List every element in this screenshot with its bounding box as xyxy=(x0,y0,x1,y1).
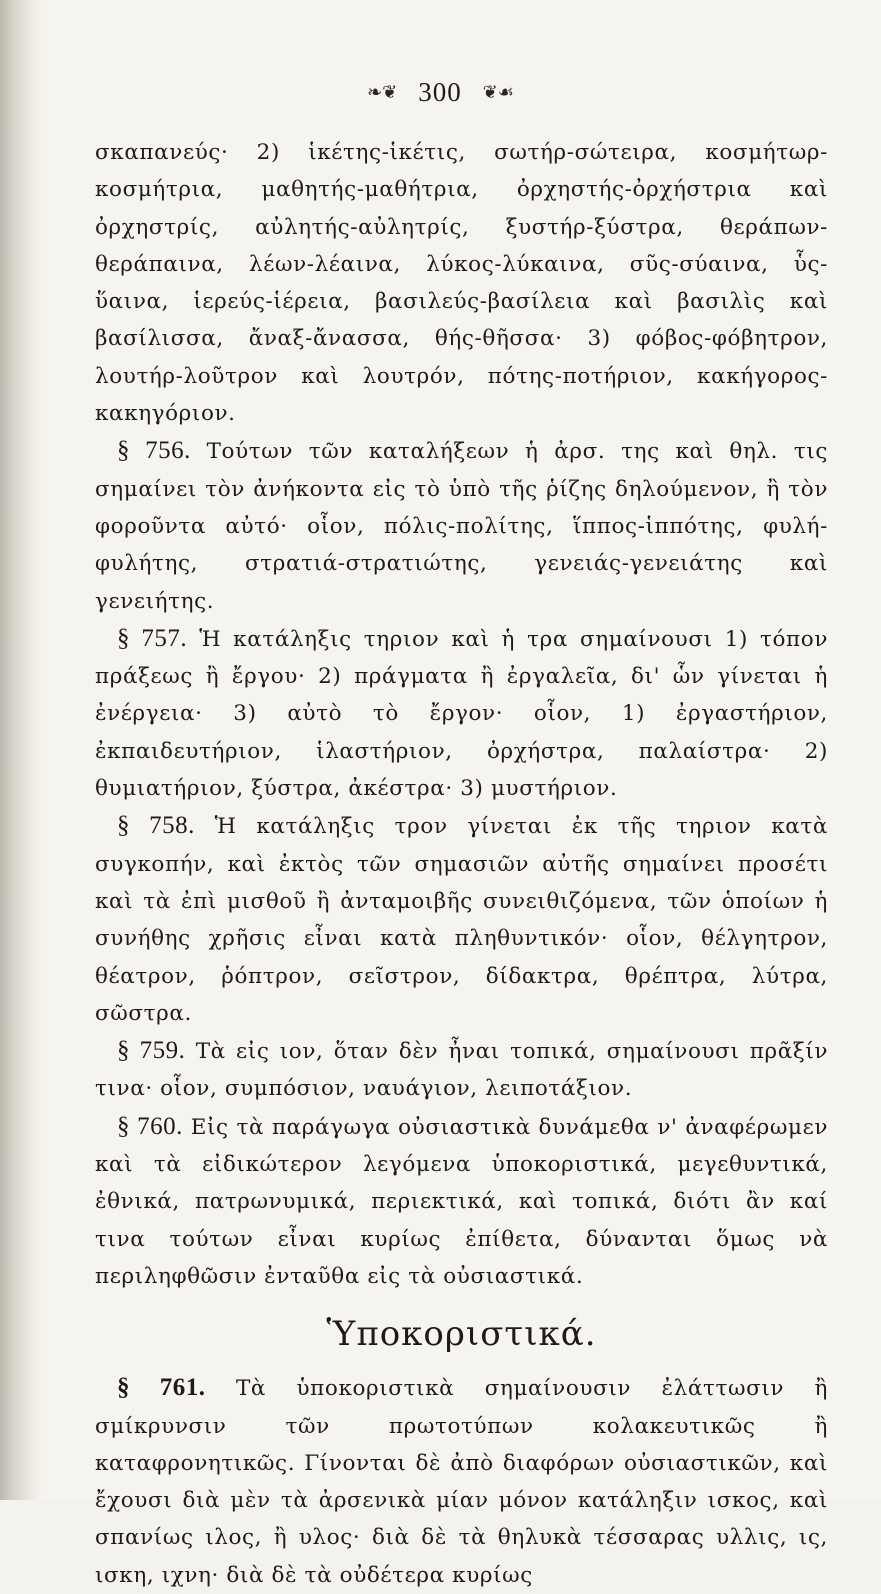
ornament-left-icon: ❧❦ xyxy=(367,82,398,103)
paragraph-text: Ἡ κατάληξις τηριον καὶ ἡ τρα σημαίνουσι 1) τόπον πράξεως ἢ ἔργου· 2) πράγματα ἢ ἐργαλεῖα, δι' ὧν γίνεται ἡ ἐνέργεια· 3) αὐτὸ τὸ ἔργον· οἷον, 1) ἐργαστήριον, ἐκπαιδευτήριον, ἱλαστήριον, ὀρχήστρα, παλαίστρα· 2) θυμιατήριον, ξύστρα, ἀκέστρα· 3) μυστήριον. xyxy=(95,626,829,802)
paragraph-text: Τὰ ὑποκοριστικὰ σημαίνουσιν ἐλάττωσιν ἢ σμίκρυνσιν τῶν πρωτοτύπων κολακευτικῶς ἢ καταφρονητικῶς. Γίνονται δὲ ἀπὸ διαφόρων οὐσιαστικῶν, καὶ ἔχουσι διὰ μὲν τὰ ἀρσενικὰ μίαν μόνον κατάληξιν ισκος, καὶ σπανίως ιλος, ἢ υλος· διὰ δὲ τὰ θηλυκὰ τέσσαρας υλλις, ις, ισκη, ιχνη· διὰ δὲ τὰ οὐδέτερα κυρίως xyxy=(95,1376,829,1588)
section-number: § 761. xyxy=(117,1374,206,1402)
paragraph-text: Ἡ κατάληξις τρον γίνεται ἐκ τῆς τηριον κατὰ συγκοπήν, καὶ ἐκτὸς τῶν σημασιῶν αὐτῆς σημαίνει προσέτι καὶ τὰ ἐπὶ μισθοῦ ἢ ἀνταμοιβῆς συνειθιζόμενα, τῶν ὁποίων ἡ συνήθης χρῆσις εἶναι κατὰ πληθυντικόν· οἷον, θέλγητρον, θέατρον, ῥόπτρον, σεῖστρον, δίδακτρα, θρέπτρα, λύτρα, σῶστρα. xyxy=(95,814,829,1026)
paragraph-text: Τὰ εἰς ιον, ὅταν δὲν ἦναι τοπικά, σημαίνουσι πρᾶξίν τινα· οἷον, συμπόσιον, ναυάγιον, λειποτάξιον. xyxy=(95,1039,829,1102)
section-759 xyxy=(95,1032,828,1108)
section-756 xyxy=(95,432,828,619)
section-760 xyxy=(95,1108,828,1295)
section-761 xyxy=(95,1369,828,1594)
section-number: § 756. xyxy=(117,437,191,465)
section-number: § 759. xyxy=(117,1037,186,1065)
section-number: § 758. xyxy=(117,812,195,840)
paragraph-text: σκαπανεύς· 2) ἱκέτης-ἱκέτις, σωτήρ-σώτειρα, κοσμήτωρ-κοσμήτρια, μαθητής-μαθήτρια, ὀρχηστής-ὀρχήστρια καὶ ὀρχηστρίς, αὐλητής-αὐλητρίς, ξυστήρ-ξύστρα, θεράπων-θεράπαινα, λέων-λέαινα, λύκος-λύκαινα, σῦς-σύαινα, ὗς-ὕαινα, ἱερεύς-ἱέρεια, βασιλεύς-βασίλεια καὶ βασιλὶς καὶ βασίλισσα, ἄναξ-ἄνασσα, θής-θῆσσα· 3) φόβος-φόβητρον, λουτήρ-λοῦτρον καὶ λουτρόν, πότης-ποτήριον, κακήγορος-κακηγόριον. xyxy=(95,140,828,427)
section-number: § 757. xyxy=(117,624,188,652)
section-757 xyxy=(95,620,828,807)
paragraph-text: Εἰς τὰ παράγωγα οὐσιαστικὰ δυνάμεθα ν' ἀναφέρωμεν καὶ τὰ εἰδικώτερον λεγόμενα ὑποκοριστικά, μεγεθυντικά, ἐθνικά, πατρωνυμικά, περιεκτικά, καὶ τοπικά, διότι ἂν καί τινα τούτων εἶναι κυρίως ἐπίθετα, δύνανται ὅμως νὰ περιληφθῶσιν ἐνταῦθα εἰς τὰ οὐσιαστικά. xyxy=(95,1114,828,1289)
page-header xyxy=(0,76,881,108)
paragraph-text: Τούτων τῶν καταλήξεων ἡ ἀρσ. της καὶ θηλ. τις σημαίνει τὸν ἀνήκοντα εἰς τὸ ὑπὸ τῆς ῥίζης δηλούμενον, ἢ τὸν φοροῦντα αὐτό· οἷον, πόλις-πολίτης, ἵππος-ἱππότης, φυλή-φυλήτης, στρατιά-στρατιώτης, γενειάς-γενειάτης καὶ γενειήτης. xyxy=(95,439,829,614)
ornament-right-icon: ❦☙ xyxy=(482,82,514,103)
continuation-paragraph xyxy=(95,134,828,432)
binding-shadow xyxy=(0,0,42,1500)
section-758 xyxy=(95,807,828,1032)
section-number: § 760. xyxy=(117,1112,183,1140)
body-text xyxy=(95,134,828,1594)
section-heading: Ὑποκοριστικά. xyxy=(326,1314,597,1355)
page-number: 300 xyxy=(418,77,462,107)
